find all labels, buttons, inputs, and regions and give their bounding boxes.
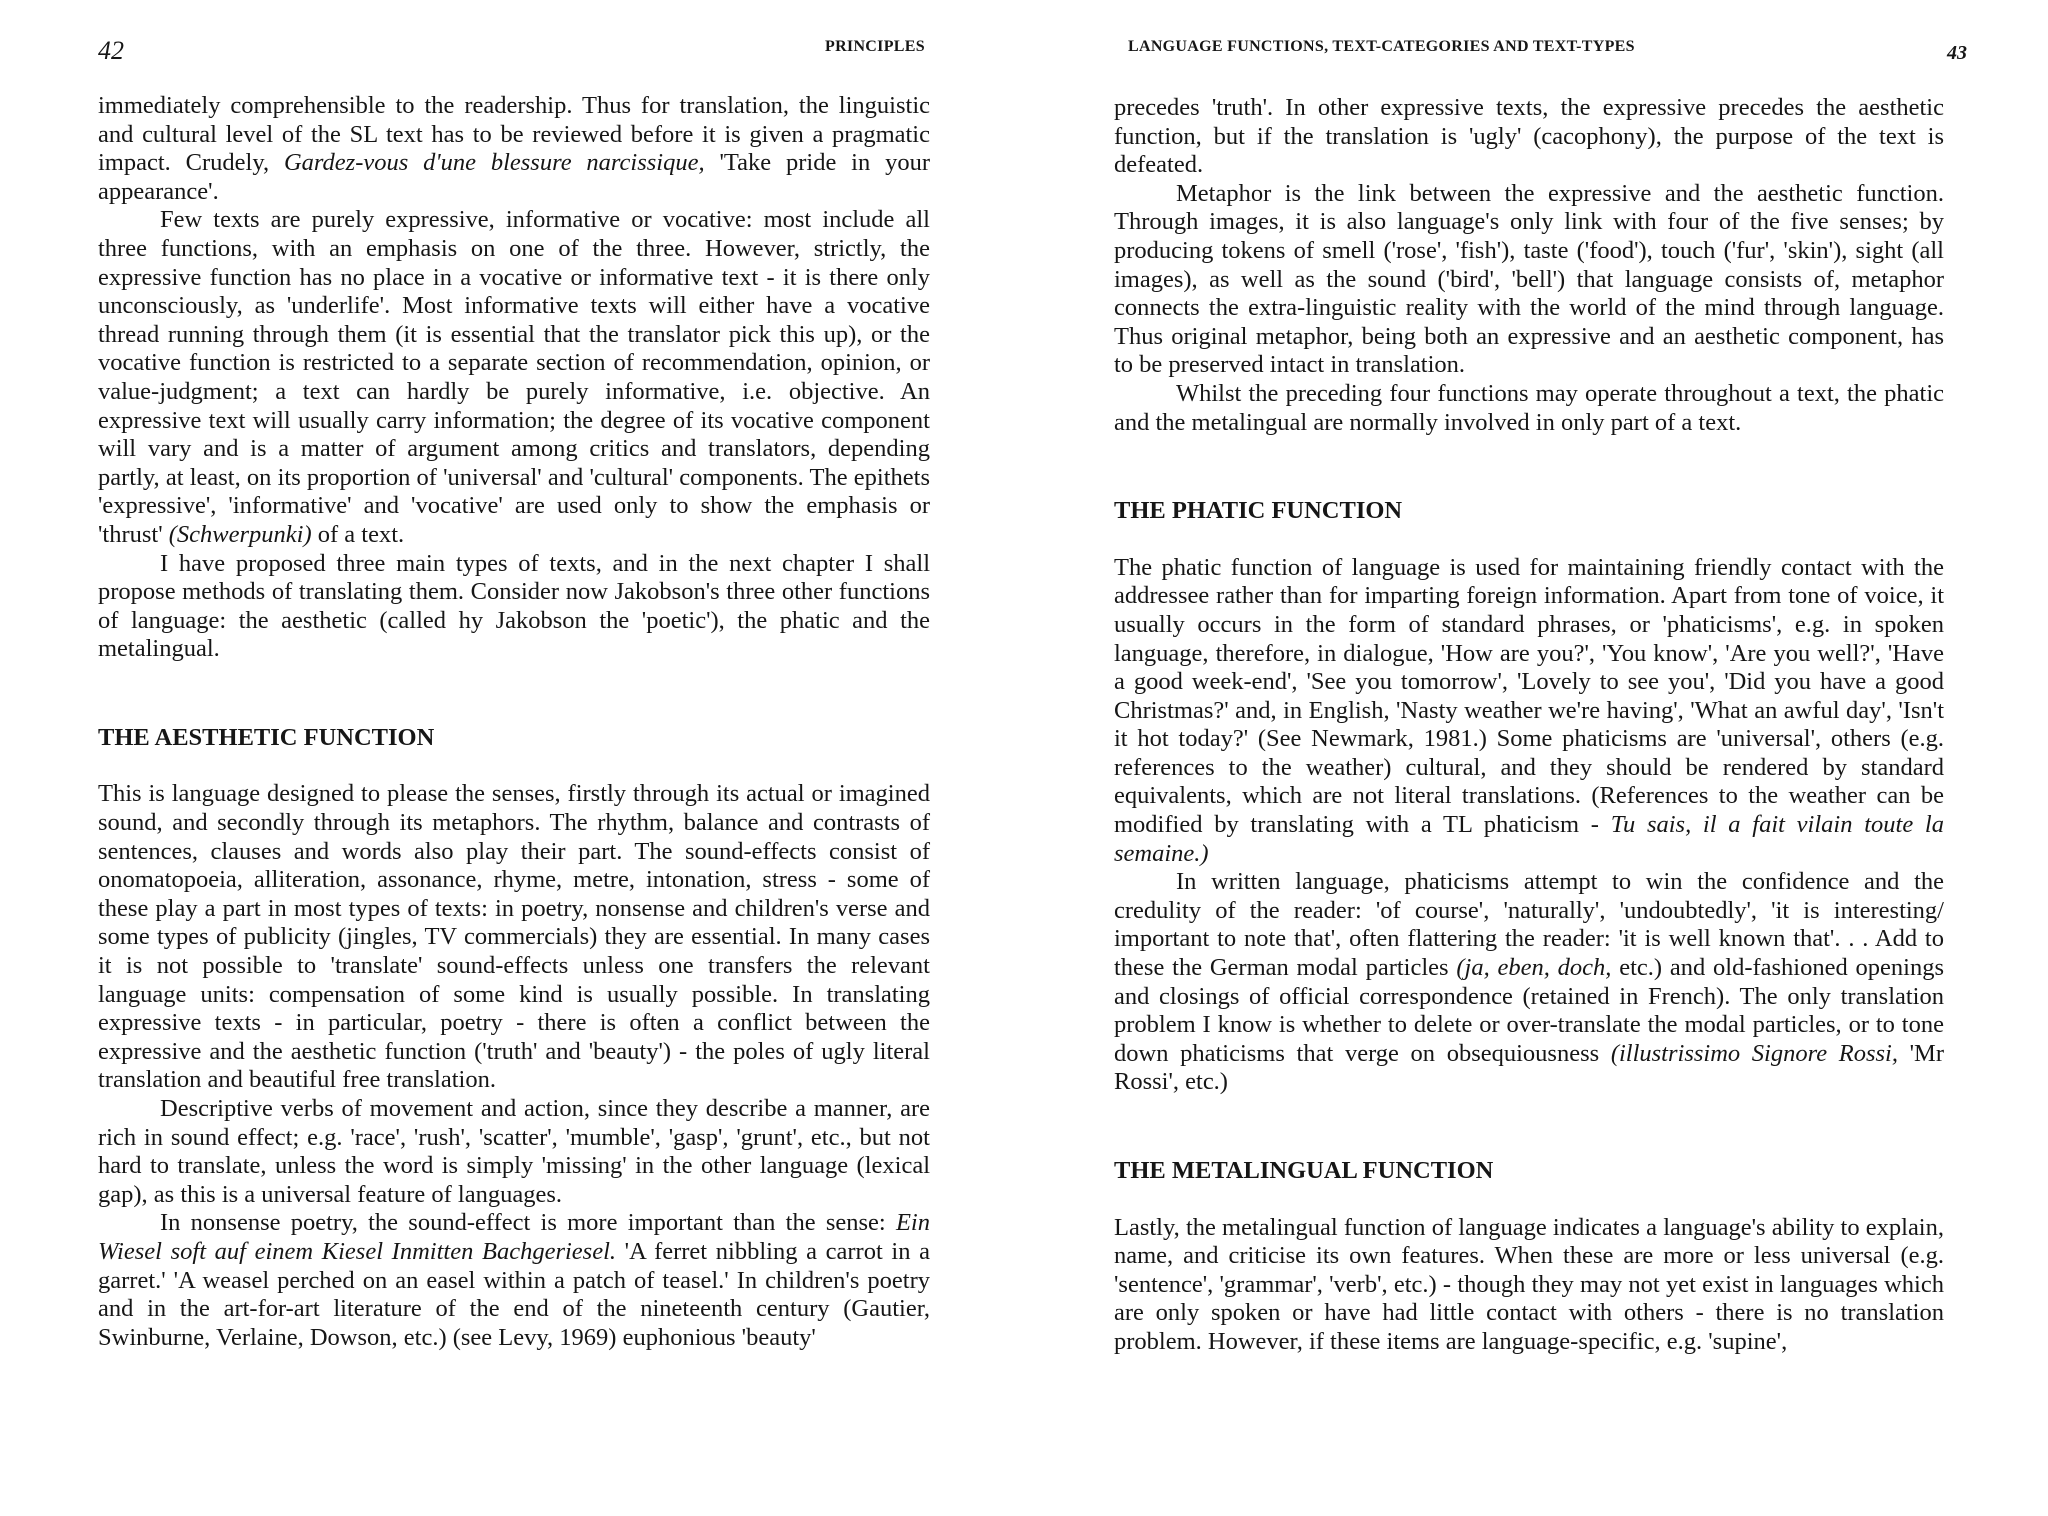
italic-phrase: Ein Wiesel soft auf einem Kiesel Inmitten Bachgeriesel.	[98, 1209, 930, 1265]
paragraph: This is language designed to please the senses, firstly through its actual or imagined sound, and secondly through its metaphors. The rhythm, balance and contrasts of sentences, clauses and words also play their part. The sound-effects consist of onomatopoeia, alliteration, assonance, rhyme, metre, intonation, stress - some of these play a part in most types of texts: in poetry, nonsense and children's verse and some types of publicity (jingles, TV commercials) they are essential. In many cases it is not possible to 'translate' sound-effects unless one transfers the relevant language units: compensation of some kind is usually possible. In translating expressive texts - in particular, poetry - there is often a conflict between the expressive and the aesthetic function ('truth' and 'beauty') - the poles of ugly literal translation and beautiful free translation.	[98, 780, 930, 1094]
text-span: of a text.	[311, 520, 405, 548]
text-span: In nonsense poetry, the sound-effect is more important than the sense:	[160, 1209, 896, 1237]
spacer	[1114, 1186, 1944, 1214]
text-span: 'A ferret nibbling a carrot in a garret.' 'A weasel perched on an easel within a patch of teasel.' In children's poetry and in the art-for-art literature of the end of the nineteenth century (Gautier, Swinburne, Verlaine, Dowson, etc.) (see Levy, 1969) euphonious 'beauty'	[98, 1237, 931, 1351]
spacer	[1114, 526, 1944, 554]
page-number-right: 43	[1947, 42, 1967, 64]
paragraph: Descriptive verbs of movement and action, since they describe a manner, are rich in sound effect; e.g. 'race', 'rush', 'scatter', 'mumble', 'gasp', 'grunt', etc., but not hard to translate, unless the word is simply 'missing' in the other language (lexical gap), as this is a universal feature of languages.	[98, 1095, 930, 1208]
section-heading-phatic: THE PHATIC FUNCTION	[1114, 497, 1403, 525]
italic-phrase: Tu sais, il a fait vilain toute la semaine.)	[1114, 811, 1944, 867]
section-heading-aesthetic: THE AESTHETIC FUNCTION	[98, 723, 435, 751]
paragraph: Whilst the preceding four functions may operate throughout a text, the phatic and the metalingual are normally involved in only part of a text.	[1114, 379, 1944, 436]
italic-phrase: Gardez-vous d'une blessure narcissique,	[283, 149, 705, 177]
spacer	[1114, 1097, 1944, 1157]
running-head-left: PRINCIPLES	[825, 38, 925, 55]
spacer	[98, 664, 930, 724]
right-page	[1024, 0, 2048, 1516]
text-span: 'Take pride in your appearance'.	[98, 149, 931, 205]
italic-phrase: (Schwerpunki)	[168, 520, 312, 548]
italic-phrase: (ja, eben, doch,	[1456, 954, 1612, 982]
page-number-left: 42	[98, 36, 124, 65]
italic-phrase: (illustrissimo Signore Rossi,	[1610, 1039, 1898, 1067]
paragraph	[98, 1209, 930, 1352]
running-head-right: LANGUAGE FUNCTIONS, TEXT-CATEGORIES AND TEXT-TYPES	[1128, 38, 1635, 55]
paragraph	[1114, 868, 1944, 1097]
left-column	[98, 92, 930, 1352]
text-span: In written language, phaticisms attempt to win the confidence and the credulity of the reader: 'of course', 'naturally', 'undoubtedly', 'it is interesting/ important to note that', often flattering the reader: 'it is well known that'. . . Add to these the German modal particles	[1114, 868, 1944, 982]
paragraph: Lastly, the metalingual function of language indicates a language's ability to explain, name, and criticise its own features. When these are more or less universal (e.g. 'sentence', 'grammar', 'verb', etc.) - though they may not yet exist in languages which are only spoken or have had little contact with others - there is no translation problem. However, if these items are language-specific, e.g. 'supine',	[1114, 1213, 1944, 1355]
text-span: The phatic function of language is used for maintaining friendly contact with the addressee rather than for imparting foreign information. Apart from tone of voice, it usually occurs in the form of standard phrases, or 'phaticisms', e.g. in spoken language, therefore, in dialogue, 'How are you?', 'You know', 'Are you well?', 'Have a good week-end', 'See you tomorrow', 'Lovely to see you', 'Did you have a good Christmas?' and, in English, 'Nasty weather we're having', 'What an awful day', 'Isn't it hot today?' (See Newmark, 1981.) Some phaticisms are 'universal', others (e.g. references to the weather) cultural, and they should be rendered by standard equivalents, which are not literal translations. (References to the weather can be modified by translating with a TL phaticism -	[1114, 553, 1944, 839]
section-heading-metalingual: THE METALINGUAL FUNCTION	[1114, 1157, 1494, 1184]
right-column	[1114, 94, 1944, 1357]
text-span: 'Mr Rossi', etc.)	[1114, 1039, 1944, 1096]
spacer	[1114, 437, 1944, 497]
text-span: Few texts are purely expressive, informative or vocative: most include all three functions, with an emphasis on one of the three. However, strictly, the expressive function has no place in a vocative or informative text - it is there only unconsciously, as 'underlife'. Most informative texts will either have a vocative thread running through them (it is essential that the translator pick this up), or the vocative function is restricted to a separate section of recommendation, opinion, or value-judgment; a text can hardly be purely informative, i.e. objective. An expressive text will usually carry information; the degree of its vocative component will vary and is a matter of argument among critics and translators, depending partly, at least, on its proportion of 'universal' and 'cultural' components. The epithets 'expressive', 'informative' and 'vocative' are used only to show the emphasis or 'thrust'	[98, 206, 930, 548]
paragraph: precedes 'truth'. In other expressive texts, the expressive precedes the aesthetic function, but if the translation is 'ugly' (cacophony), the purpose of the text is defeated.	[1114, 94, 1944, 179]
text-span: immediately comprehensible to the readership. Thus for translation, the linguistic and cultural level of the SL text has to be reviewed before it is given a pragmatic impact. Crudely,	[98, 92, 930, 177]
spacer	[98, 752, 930, 780]
paragraph	[1114, 554, 1944, 869]
paragraph	[98, 92, 930, 206]
paragraph: Metaphor is the link between the expressive and the aesthetic function. Through images, it is also language's only link with four of the five senses; by producing tokens of smell ('rose', 'fish'), taste ('food'), touch ('fur', 'skin'), sight (all images), as well as the sound ('bird', 'bell') that language consists of, metaphor connects the extra-linguistic reality with the world of the mind through language. Thus original metaphor, being both an expressive and an aesthetic component, has to be preserved intact in translation.	[1114, 179, 1944, 379]
paragraph: I have proposed three main types of texts, and in the next chapter I shall propose methods of translating them. Consider now Jakobson's three other functions of language: the aesthetic (called hy Jakobson the 'poetic'), the phatic and the metalingual.	[98, 549, 930, 663]
text-span: etc.) and old-fashioned openings and closings of official correspondence (retained in French). The only translation problem I know is whether to delete or over-translate the modal particles, or to tone down phaticisms that verge on obsequiousness	[1114, 954, 1945, 1067]
paragraph	[98, 206, 930, 549]
